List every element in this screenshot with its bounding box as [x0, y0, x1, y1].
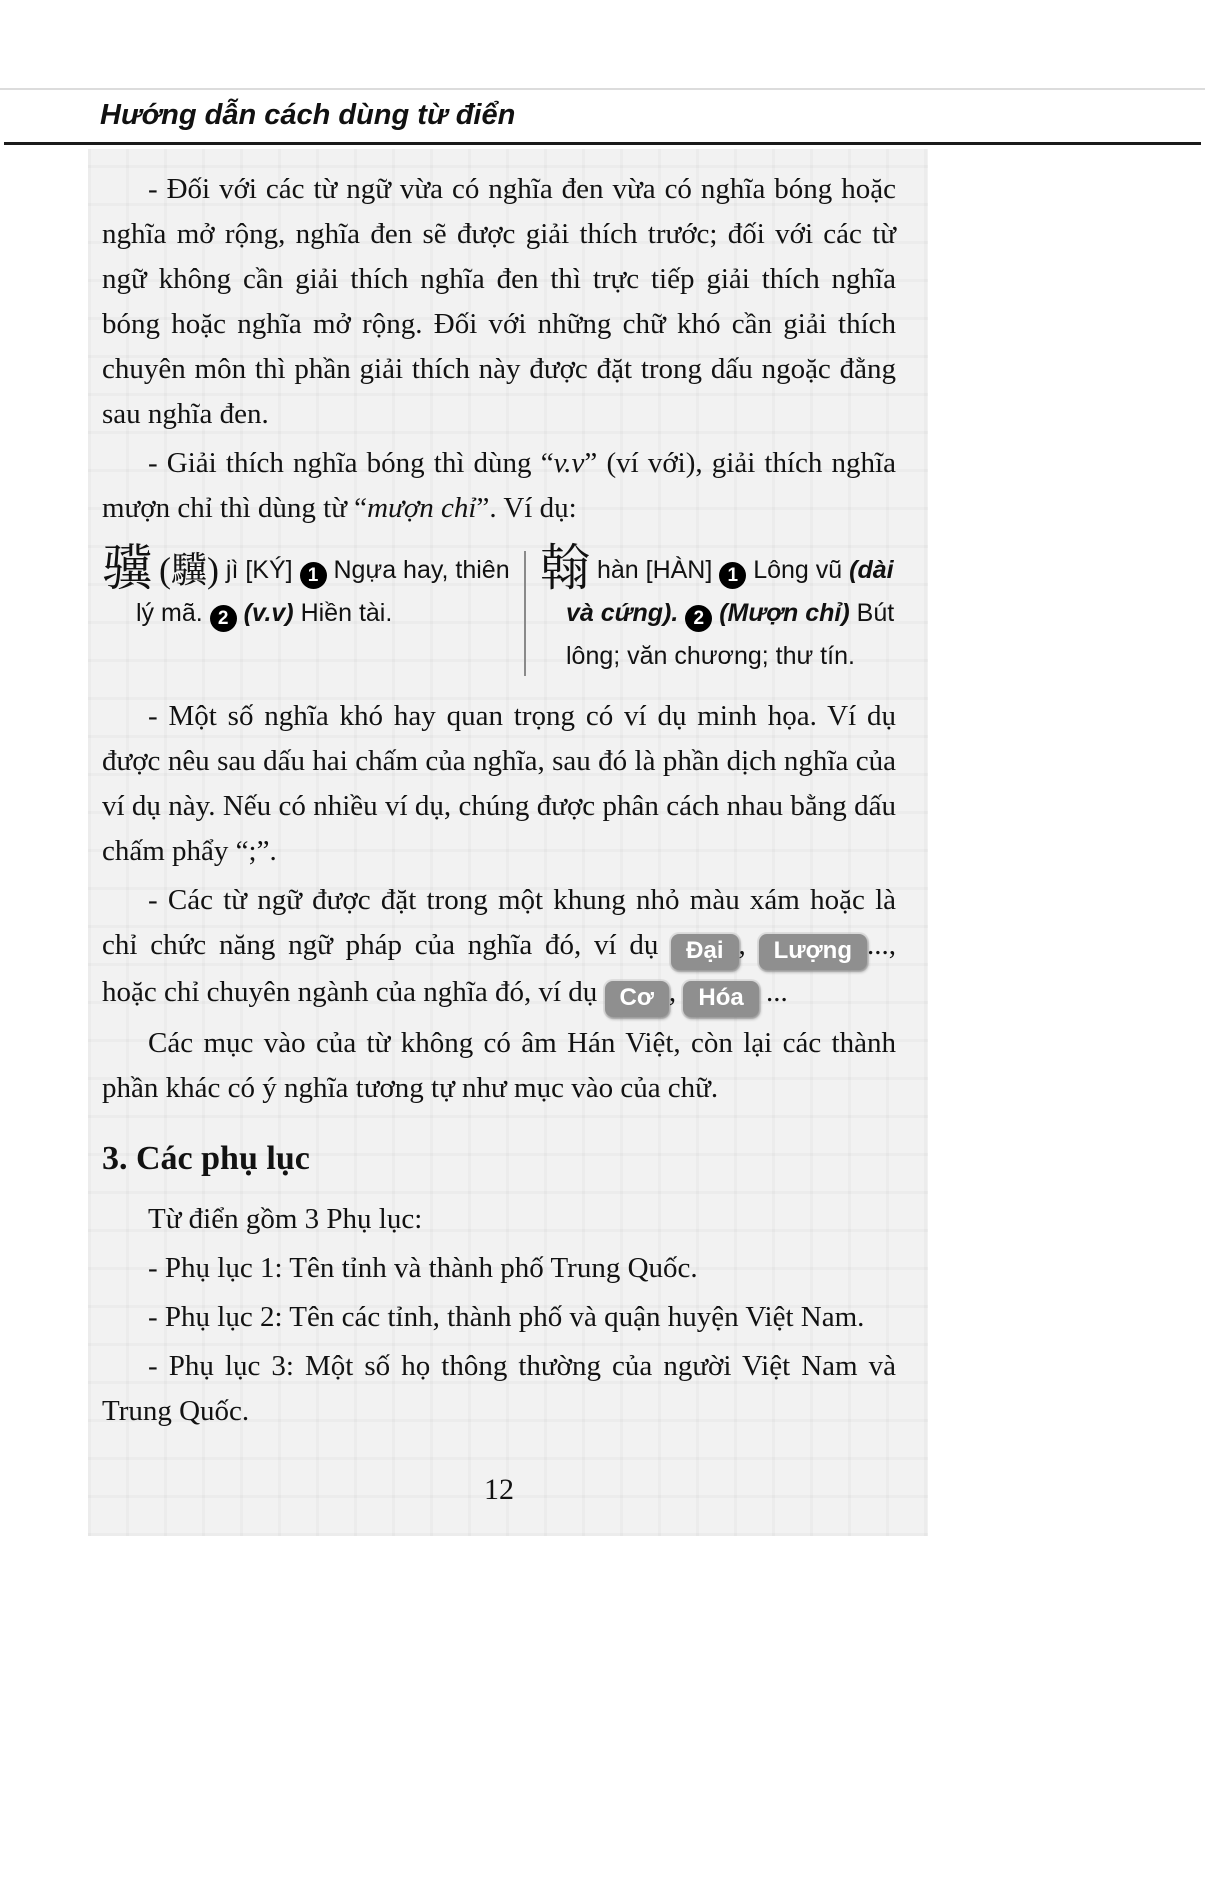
appendix-item-1: - Phụ lục 1: Tên tỉnh và thành phố Trung Quốc. — [148, 1252, 698, 1284]
appendix-intro: Từ điển gồm 3 Phụ lục: — [148, 1203, 423, 1235]
page-number: 12 — [484, 1473, 514, 1506]
example-entry-right — [540, 540, 896, 678]
sense-note: (dài và cứng). — [566, 556, 894, 627]
headword-character: 骥 — [102, 540, 152, 596]
paragraph-text: - Giải thích nghĩa bóng thì dùng “ — [148, 447, 554, 479]
sense-definition: Hiền tài. — [300, 599, 393, 627]
appendix-item-2: - Phụ lục 2: Tên các tỉnh, thành phố và quận huyện Việt Nam. — [148, 1301, 865, 1333]
dictionary-example-block — [102, 540, 896, 678]
circled-number-icon: 2 — [685, 605, 712, 632]
grammar-badge-luong: Lượng — [759, 934, 867, 970]
paragraph-text: ... — [758, 976, 788, 1008]
paragraph-word-entries: Các mục vào của từ không có âm Hán Việt, còn lại các thành phần khác có ý nghĩa tương tự như mục vào của chữ. — [102, 1027, 896, 1104]
field-badge-hoa: Hóa — [683, 981, 758, 1017]
paragraph-figurative-notation — [102, 441, 896, 531]
running-head-title: Hướng dẫn cách dùng từ điển — [100, 99, 516, 131]
paragraph-examples-format: - Một số nghĩa khó hay quan trọng có ví dụ minh họa. Ví dụ được nêu sau dấu hai chấm của nghĩa, sau đó là phần dịch nghĩa của ví dụ này. Nếu có nhiều ví dụ, chúng được phân cách nhau bằng dấu chấm phẩy “;”. — [102, 700, 896, 867]
pinyin-reading: hàn — [596, 556, 639, 584]
circled-number-icon: 1 — [719, 562, 746, 589]
sense-definition: Lông vũ — [753, 556, 850, 584]
section-heading-appendices: 3. Các phụ lục — [102, 1140, 310, 1177]
example-column-divider — [524, 551, 526, 676]
appendix-item-3: - Phụ lục 3: Một số họ thông thường của người Việt Nam và Trung Quốc. — [102, 1350, 896, 1427]
pinyin-reading: jì — [225, 556, 239, 584]
sense-usage-label: (v.v) — [243, 599, 294, 627]
paragraph-text: ..., hoặc chỉ chuyên ngành của nghĩa đó, ví dụ — [102, 929, 896, 1008]
paragraph-text: , — [668, 976, 684, 1008]
term-muon-chi: mượn chỉ — [367, 492, 477, 524]
page-body — [88, 149, 928, 1536]
paragraph-text: - Các từ ngữ được đặt trong một khung nhỏ màu xám hoặc là chỉ chức năng ngữ pháp của nghĩa đó, ví dụ — [102, 884, 896, 961]
example-entry-left — [102, 540, 516, 678]
han-viet-reading: [KÝ] — [245, 556, 293, 584]
sense-definition: Bút lông; văn chương; thư tín. — [566, 599, 895, 670]
sense-usage-label: (Mượn chỉ) — [719, 599, 850, 627]
sense-definition: Ngựa hay, thiên lý mã. — [136, 556, 510, 627]
paragraph-literal-figurative: - Đối với các từ ngữ vừa có nghĩa đen vừa có nghĩa bóng hoặc nghĩa mở rộng, nghĩa đen sẽ được giải thích trước; đối với các từ ngữ không cần giải thích nghĩa đen thì trực tiếp giải thích nghĩa bóng hoặc nghĩa mở rộng. Đối với những chữ khó cần giải thích chuyên môn thì phần giải thích này được đặt trong dấu ngoặc đằng sau nghĩa đen. — [102, 173, 896, 430]
han-viet-reading: [HÀN] — [645, 556, 713, 584]
field-badge-co: Cơ — [605, 981, 669, 1017]
headword-character: 翰 — [540, 540, 590, 596]
paragraph-text: , — [738, 929, 759, 961]
paragraph-text: ” (ví với), giải thích nghĩa mượn chỉ thì dùng từ “ — [102, 447, 896, 524]
circled-number-icon: 1 — [300, 562, 327, 589]
header-divider-rule — [4, 142, 1201, 145]
variant-character: (驥) — [158, 550, 219, 590]
paragraph-gray-boxes — [102, 878, 896, 1017]
circled-number-icon: 2 — [210, 605, 237, 632]
paragraph-text: ”. Ví dụ: — [476, 492, 577, 524]
abbreviation-vv: v.v — [553, 447, 585, 479]
grammar-badge-dai: Đại — [671, 934, 738, 970]
top-light-rule — [0, 88, 1205, 90]
